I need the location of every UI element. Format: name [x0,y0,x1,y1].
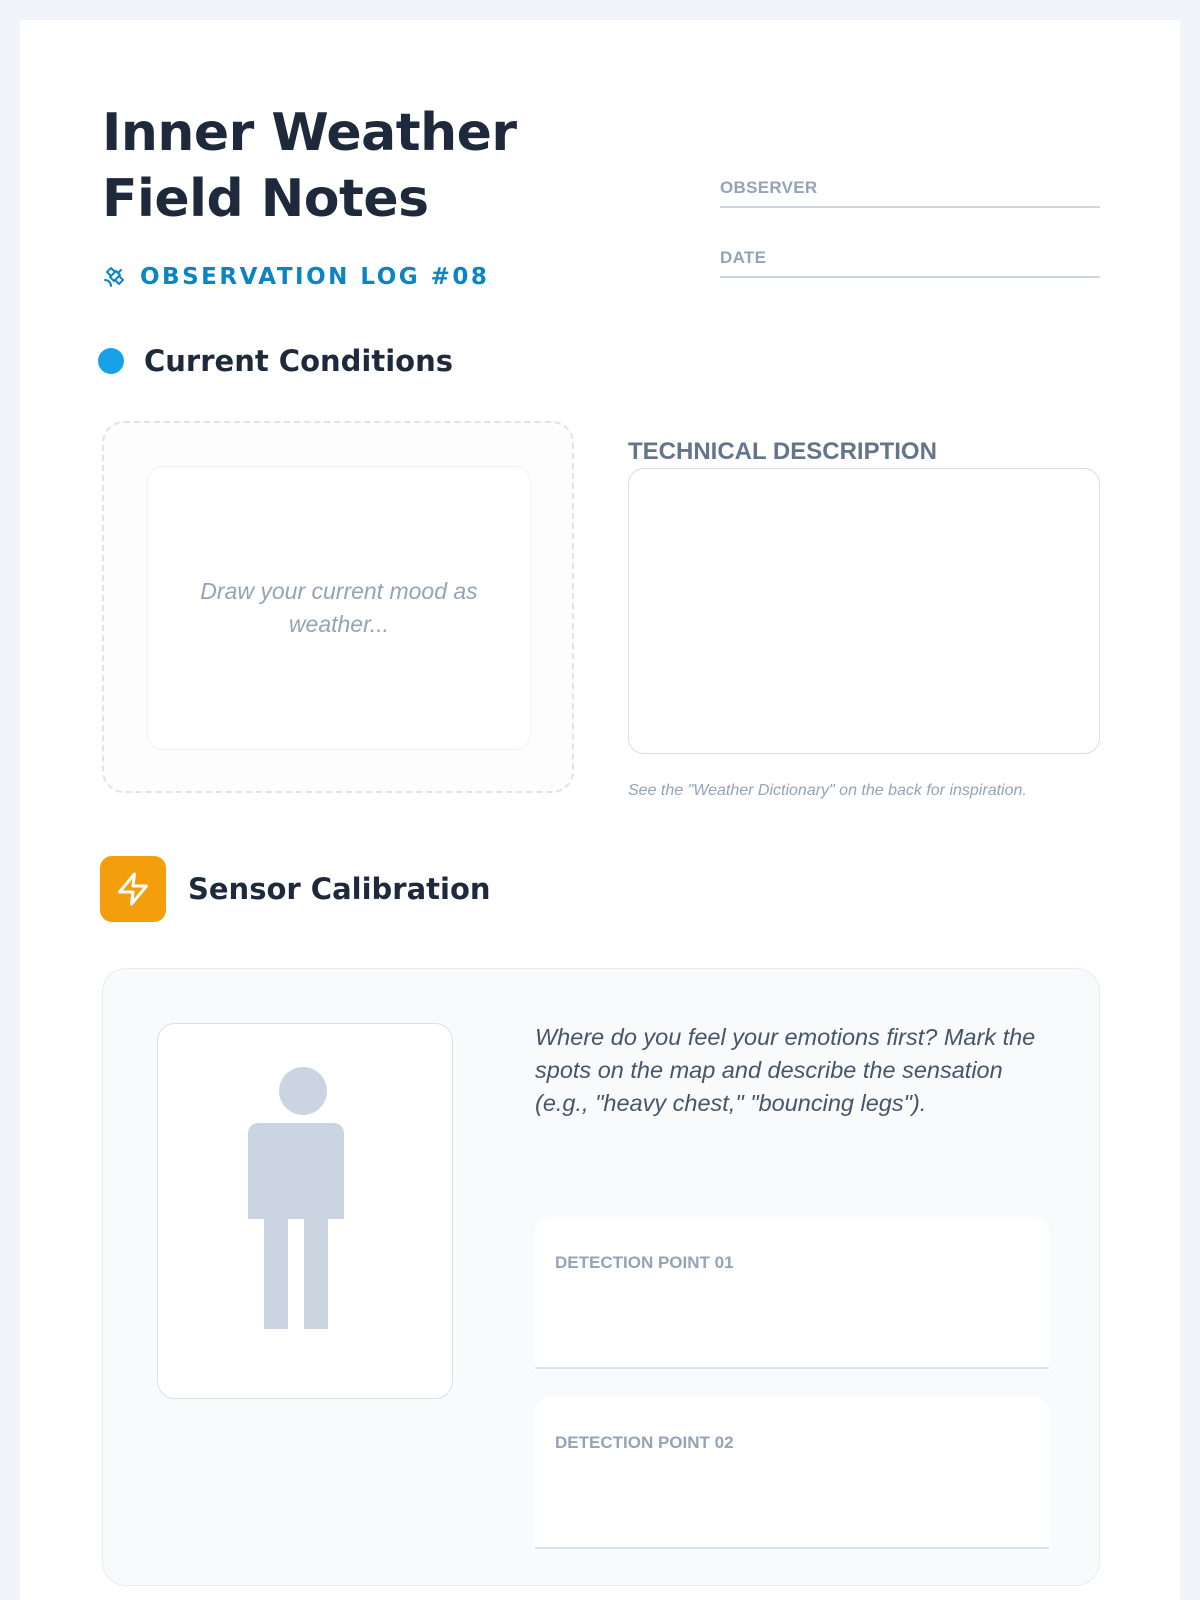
current-conditions-heading [98,344,453,378]
body-figure-icon [158,1024,454,1400]
current-conditions-title: Current Conditions [144,344,453,378]
technical-description-label: TECHNICAL DESCRIPTION [628,438,937,465]
body-map-card[interactable] [157,1023,453,1399]
date-field[interactable] [720,248,1100,278]
sensor-calibration-title: Sensor Calibration [188,872,491,906]
detection-point-01-field[interactable] [535,1217,1049,1369]
blue-dot-icon [98,348,124,374]
drawing-hint: Draw your current mood as weather... [200,578,478,637]
lightning-bolt-badge [100,856,166,922]
observer-label: OBSERVER [720,178,818,197]
observation-log-line [102,264,489,290]
mood-drawing-canvas[interactable] [147,466,531,750]
date-label: DATE [720,248,767,267]
observer-field[interactable] [720,178,1100,208]
weather-dictionary-hint: See the "Weather Dictionary" on the back for inspiration. [628,782,1027,799]
mood-drawing-area[interactable] [102,421,574,793]
sensor-calibration-panel [102,968,1100,1586]
lightning-bolt-icon [115,871,151,907]
sensor-prompt: Where do you feel your emotions first? Mark the spots on the map and describe the sensation (e.g., "heavy chest," "bouncing legs"). [535,1024,1036,1116]
satellite-icon [102,265,126,289]
observation-log-label: OBSERVATION LOG #08 [140,264,490,290]
detection-point-02-label: DETECTION POINT 02 [555,1433,734,1452]
sensor-calibration-heading [100,856,491,922]
worksheet-page [20,20,1180,1600]
technical-description-input[interactable] [628,468,1100,754]
detection-point-01-label: DETECTION POINT 01 [555,1253,734,1272]
detection-point-02-field[interactable] [535,1397,1049,1549]
page-title: Inner Weather Field Notes [102,103,517,229]
